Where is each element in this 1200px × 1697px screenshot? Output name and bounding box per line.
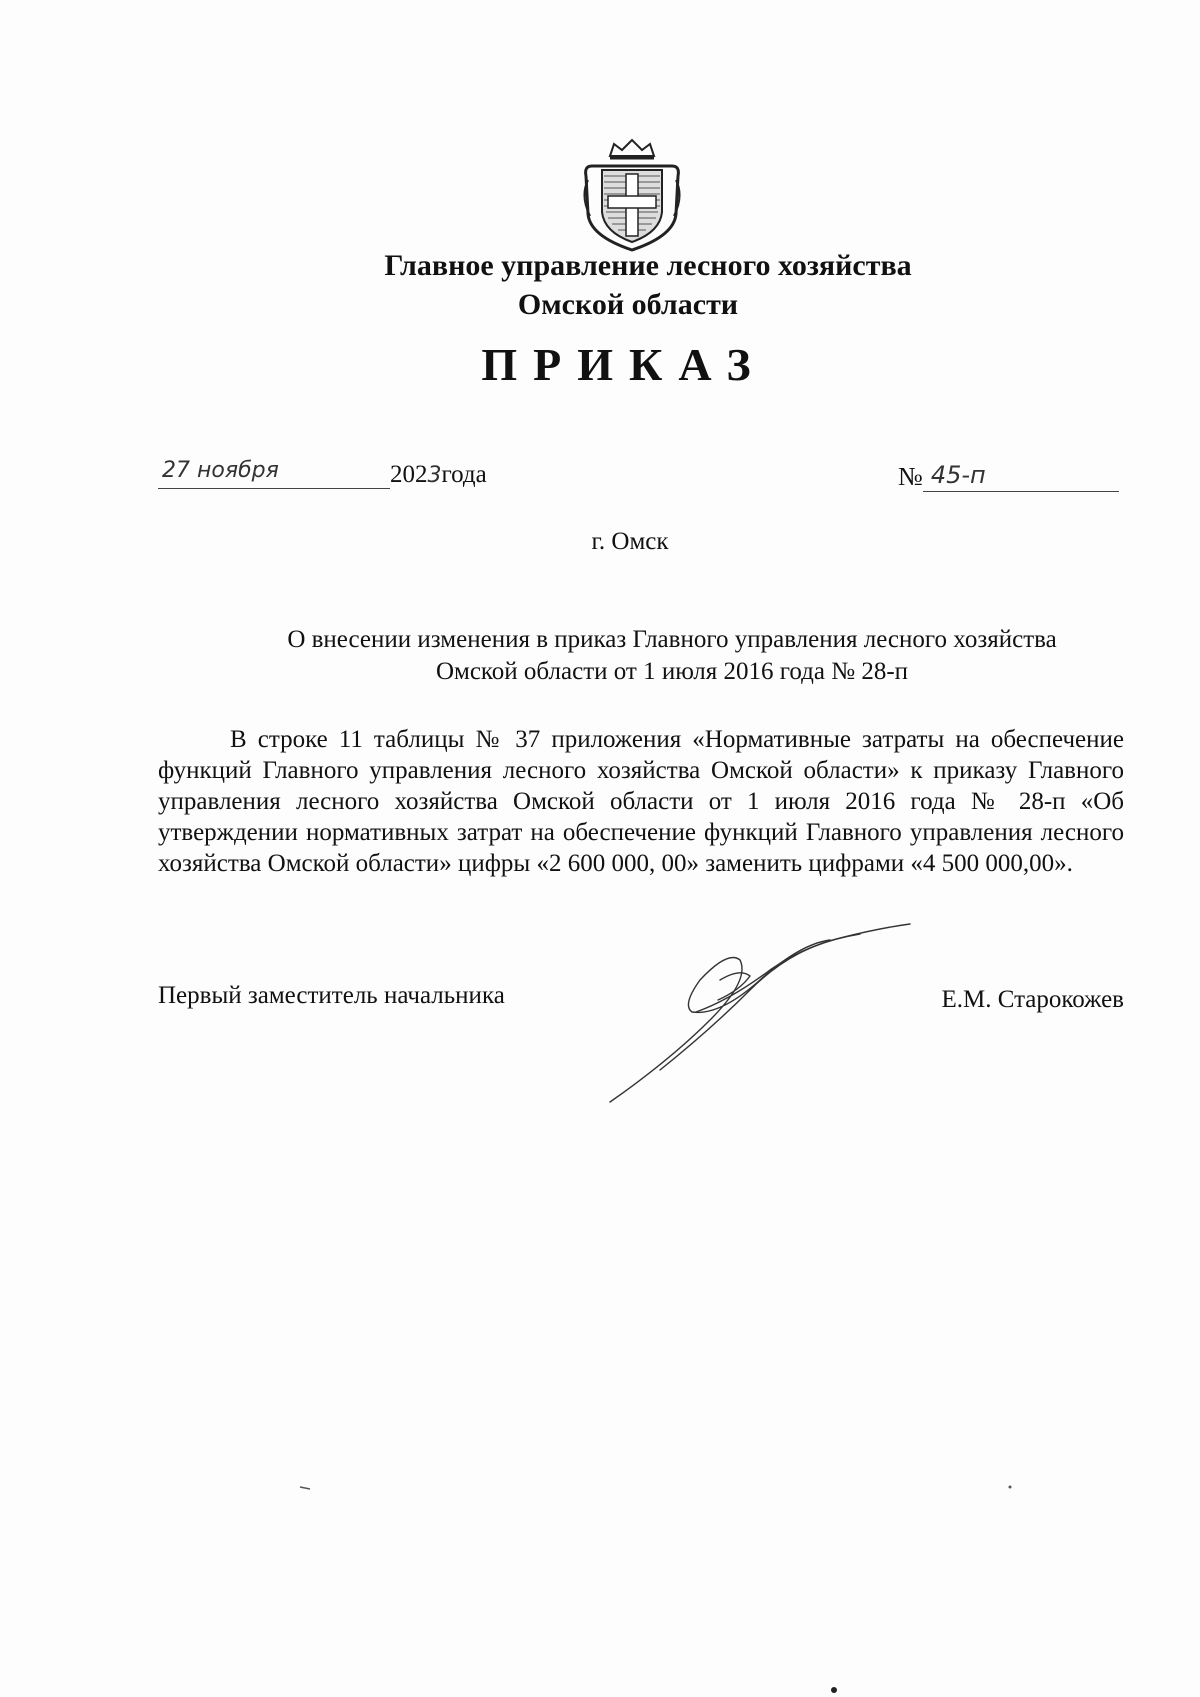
coat-of-arms-icon bbox=[580, 136, 684, 254]
year-handwritten: 3 bbox=[427, 463, 442, 488]
document-type-title: ПРИКАЗ bbox=[481, 339, 767, 390]
signer-title: Первый заместитель начальника bbox=[158, 982, 505, 1009]
subject-line2: Омской области от 1 июля 2016 года № 28-п bbox=[435, 658, 909, 685]
body-paragraph: В строке 11 таблицы № 37 приложения «Нормативные затраты на обеспечение функций Главного управления лесного хозяйства Омской области» к приказу Главного управления лесного хозяйства Омской области от 1 июля 2016 года № 28-п «Об утверждении нормативных затрат на обеспечение функций Главного управления лесного хозяйства Омской области» цифры «2 600 000, 00» заменить цифрами «4 500 000,00». bbox=[158, 726, 1124, 877]
document-subject bbox=[220, 624, 1124, 688]
number-handwritten: 45-п bbox=[923, 461, 1119, 492]
subject-line1: О внесении изменения в приказ Главного управления лесного хозяйства bbox=[287, 626, 1057, 653]
date-handwritten: 27 ноября bbox=[158, 458, 390, 489]
city: г. Омск bbox=[591, 528, 669, 555]
year-prefix: 202 bbox=[390, 461, 428, 488]
year-suffix: года bbox=[441, 461, 487, 488]
organization-name-line1: Главное управление лесного хозяйства bbox=[384, 249, 912, 282]
number-label: № bbox=[898, 462, 923, 491]
handwritten-signature bbox=[600, 920, 920, 1110]
document-number bbox=[898, 461, 1119, 492]
signer-name: Е.М. Старокожев bbox=[941, 986, 1124, 1013]
organization-name-line2: Омской области bbox=[517, 288, 739, 321]
document-date bbox=[158, 458, 487, 489]
